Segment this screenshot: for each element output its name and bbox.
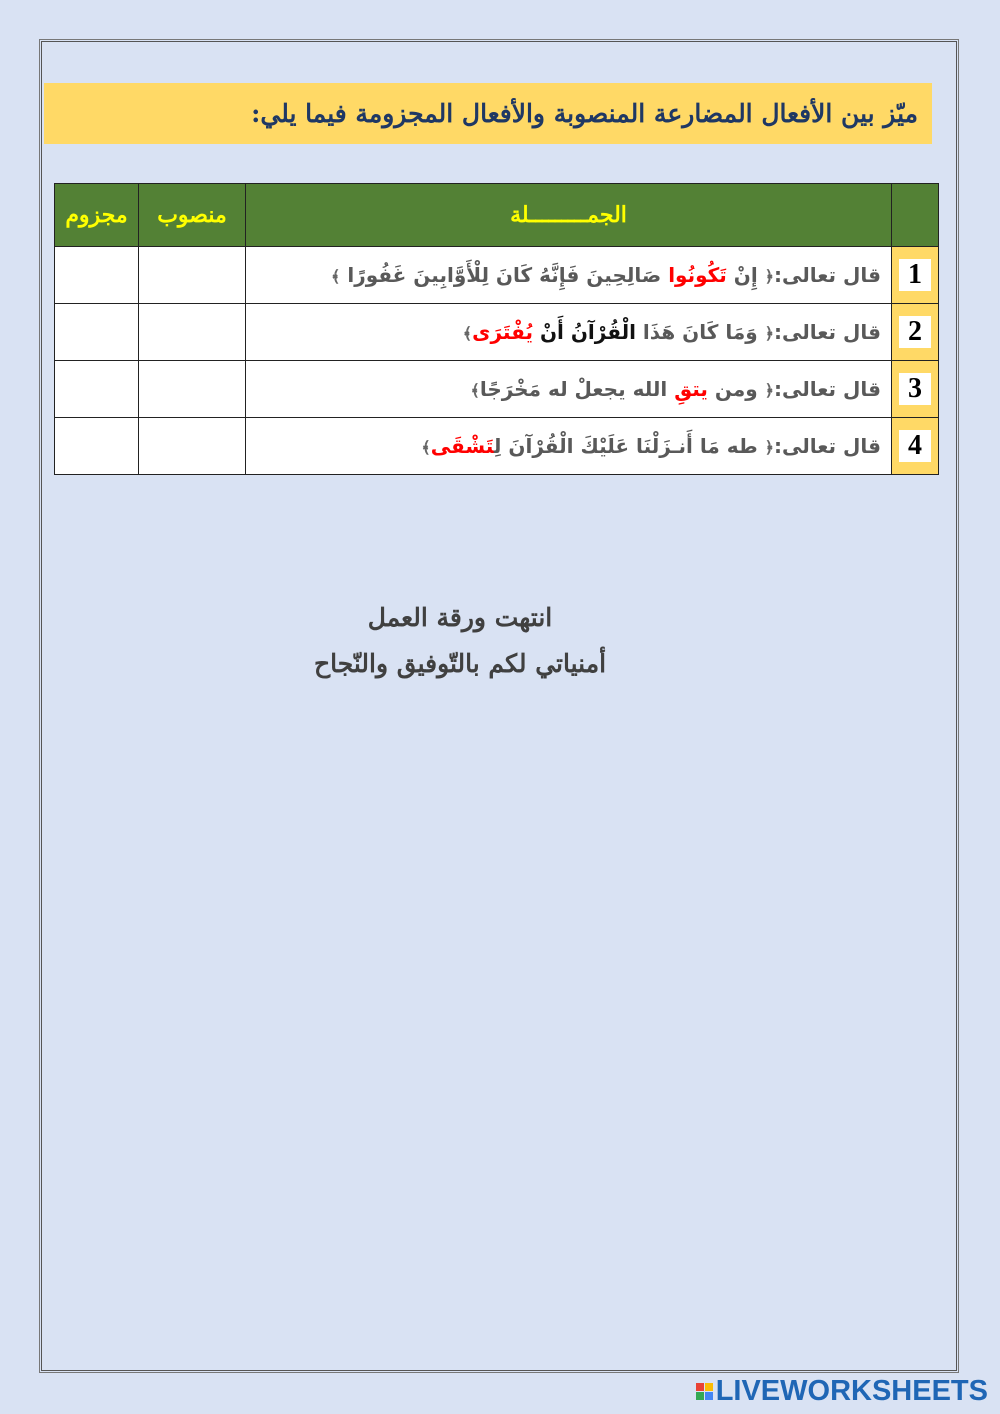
sentence-text: إِنْ: [726, 263, 765, 287]
sentence-cell: [246, 418, 892, 475]
majzoum-answer-cell[interactable]: [55, 418, 139, 475]
sentence-text: الله يجعلْ له مَخْرَجًا: [479, 377, 675, 401]
liveworksheets-logo-icon: [696, 1383, 713, 1400]
closing-line-1: انتهت ورقة العمل: [367, 603, 553, 632]
sentence-cell: [246, 304, 892, 361]
row-number-cell: [892, 418, 939, 475]
logo-square-blue: [705, 1392, 713, 1400]
mansoub-answer-cell[interactable]: [139, 304, 246, 361]
row-number-cell: [892, 304, 939, 361]
sentence-text: طه مَا أَنـزَلْنَا عَلَيْكَ الْقُرْآنَ لِ: [493, 434, 765, 458]
mansoub-answer-cell[interactable]: [139, 418, 246, 475]
worksheet-table: [54, 183, 939, 475]
sentence-text: صَالِحِينَ فَإِنَّهُ كَانَ لِلْأَوَّابِينَ غَفُورًا: [340, 263, 669, 287]
close-bracket: ﴾: [470, 381, 480, 400]
highlighted-verb: يُفْتَرَى: [472, 320, 540, 344]
table-row: [55, 247, 939, 304]
logo-square-red: [696, 1383, 704, 1391]
table-row: [55, 304, 939, 361]
header-number: [892, 184, 939, 247]
majzoum-answer-cell[interactable]: [55, 304, 139, 361]
table-row: [55, 418, 939, 475]
open-bracket: ﴿: [764, 381, 775, 400]
row-number: 3: [899, 373, 931, 405]
sentence-text: الْقُرْآنُ أَنْ: [539, 320, 636, 344]
majzoum-answer-cell[interactable]: [55, 247, 139, 304]
instruction-text: ميّز بين الأفعال المضارعة المنصوبة والأفعال المجزومة فيما يلي:: [251, 99, 918, 128]
sentence-prefix: قال تعالى:: [774, 434, 881, 458]
sentence-prefix: قال تعالى:: [774, 320, 881, 344]
logo-square-green: [696, 1392, 704, 1400]
table-row: [55, 361, 939, 418]
sentence-text: وَمَا كَانَ هَذَا: [635, 320, 765, 344]
close-bracket: ﴾: [331, 267, 341, 286]
header-mansoub: منصوب: [139, 184, 246, 247]
closing-message: [240, 595, 680, 687]
open-bracket: ﴿: [764, 324, 775, 343]
closing-line-2: أمنياتي لكم بالتّوفيق والنّجاح: [313, 649, 607, 678]
highlighted-verb: تَشْقَى: [430, 434, 494, 458]
majzoum-answer-cell[interactable]: [55, 361, 139, 418]
highlighted-verb: تَكُونُوا: [668, 263, 727, 287]
sentence-prefix: قال تعالى:: [774, 377, 881, 401]
instruction-banner: [44, 83, 932, 144]
row-number-cell: [892, 361, 939, 418]
row-number: 4: [899, 430, 931, 462]
mansoub-answer-cell[interactable]: [139, 361, 246, 418]
sentence-prefix: قال تعالى:: [774, 263, 881, 287]
row-number-cell: [892, 247, 939, 304]
logo-square-yellow: [705, 1383, 713, 1391]
highlighted-verb: يتقِ: [674, 377, 708, 401]
row-number: 2: [899, 316, 931, 348]
sentence-cell: [246, 247, 892, 304]
open-bracket: ﴿: [764, 267, 775, 286]
brand-name: LIVEWORKSHEETS: [715, 1375, 988, 1407]
row-number: 1: [899, 259, 931, 291]
mansoub-answer-cell[interactable]: [139, 247, 246, 304]
liveworksheets-brand[interactable]: [696, 1375, 988, 1408]
sentence-text: ومن: [707, 377, 765, 401]
table-header-row: [55, 184, 939, 247]
close-bracket: ﴾: [421, 438, 431, 457]
open-bracket: ﴿: [764, 438, 775, 457]
sentence-cell: [246, 361, 892, 418]
header-sentence: الجمـــــــــلة: [246, 184, 892, 247]
close-bracket: ﴾: [462, 324, 473, 343]
header-majzoum: مجزوم: [55, 184, 139, 247]
